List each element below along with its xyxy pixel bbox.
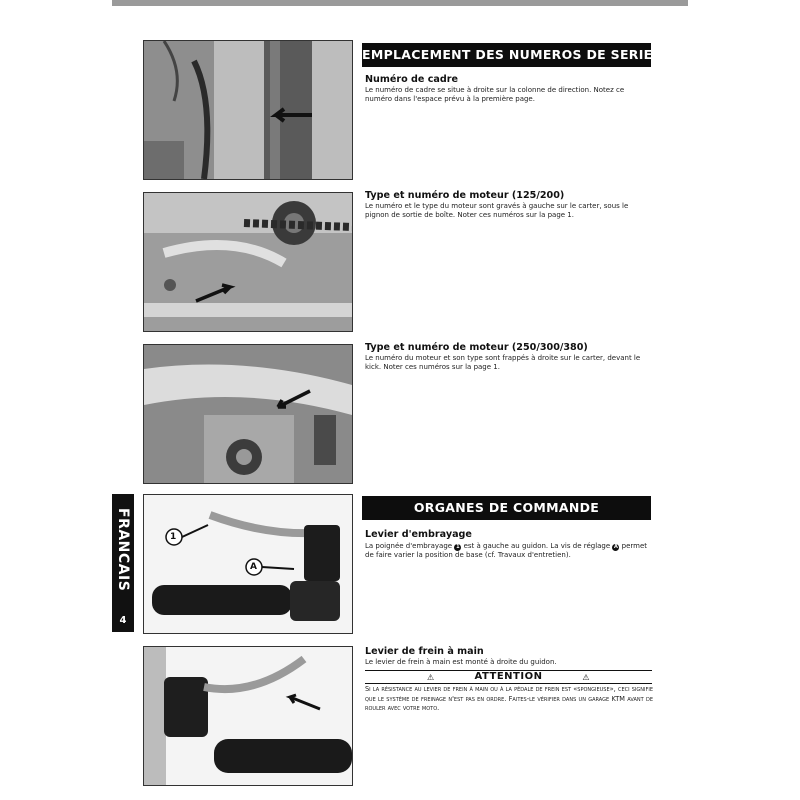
clutch-lever-photo: [143, 494, 353, 634]
language-side-tab: [112, 494, 134, 632]
clutch-lever-title: Levier d'embrayage: [365, 529, 472, 540]
attention-bottom-rule: [365, 683, 652, 684]
top-rule: [112, 0, 688, 6]
marker-1-icon: 1: [456, 544, 460, 550]
controls-heading: ORGANES DE COMMANDE: [362, 496, 651, 520]
clutch-text-part-2: est à gauche au guidon. La vis de réglage: [463, 542, 611, 550]
engine-125-200-photo: [143, 192, 353, 332]
page-number: 4: [119, 615, 127, 626]
serial-numbers-heading: EMPLACEMENT DES NUMEROS DE SERIE: [362, 43, 651, 67]
clutch-lever-text: [365, 542, 653, 561]
brake-lever-photo: [143, 646, 353, 786]
engine-250-380-text: Le numéro du moteur et son type sont frappés à droite sur le carter, devant le kick. Noter ces numéros sur la page 1.: [365, 354, 641, 372]
frame-number-text: Le numéro de cadre se situe à droite sur la colonne de direction. Notez ce numéro dans l'espace prévu à la première page.: [365, 86, 625, 104]
warning-triangle-icon: ⚠: [427, 673, 435, 682]
marker-a-icon: A: [613, 544, 618, 550]
callout-1-label: 1: [170, 532, 177, 542]
frame-number-title: Numéro de cadre: [365, 74, 459, 85]
brake-lever-text: Le levier de frein à main est monté à droite du guidon.: [365, 658, 557, 666]
clutch-text-part-1: La poignée d'embrayage: [365, 542, 453, 550]
frame-number-photo: [143, 40, 353, 180]
engine-250-300-380-photo: [143, 344, 353, 484]
attention-title: ATTENTION: [474, 671, 543, 682]
engine-250-380-title: Type et numéro de moteur (250/300/380): [365, 342, 588, 353]
engine-125-200-text: Le numéro et le type du moteur sont gravés à gauche sur le carter, sous le pignon de sortie de boîte. Noter ces numéros sur la page 1.: [365, 202, 629, 220]
language-label: FRANCAIS: [115, 508, 131, 592]
clutch-text-part-3: permet de faire varier la position de base (cf. Travaux d'entretien).: [365, 542, 648, 560]
engine-125-200-title: Type et numéro de moteur (125/200): [365, 190, 565, 201]
attention-text: Si la résistance au levier de frein à main ou à la pédale de frein est «spongieuse», ceci signifie que le système de freinage n'est pas en ordre. Faites-le vérifier dans un garage KTM avant de rouler avec votre moto.: [365, 685, 653, 713]
brake-lever-title: Levier de frein à main: [365, 646, 484, 657]
attention-title-bar: [365, 671, 652, 683]
warning-triangle-icon-right: ⚠: [582, 673, 590, 682]
callout-a-label: A: [250, 562, 257, 572]
